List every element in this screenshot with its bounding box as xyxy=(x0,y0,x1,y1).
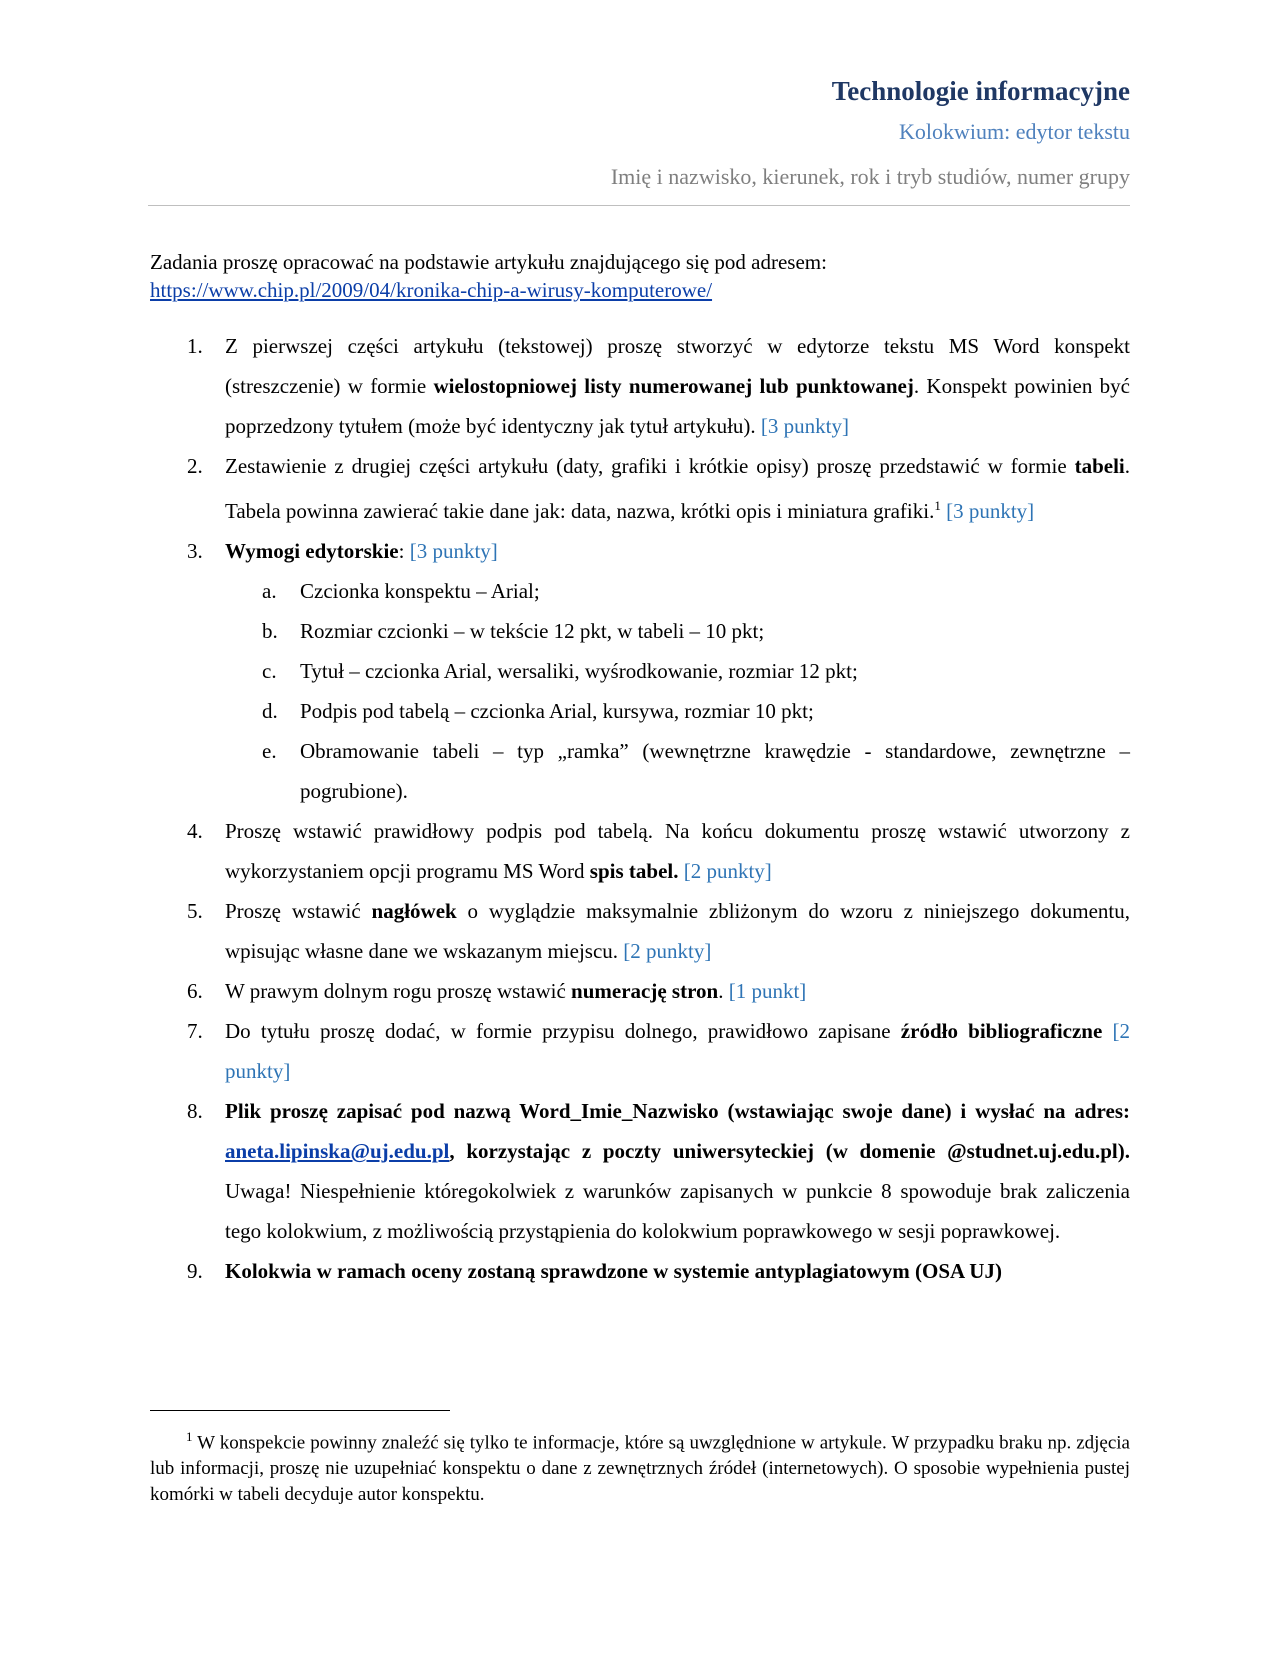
task-text: W prawym dolnym rogu proszę wstawić xyxy=(225,979,572,1003)
task-points: [2 punkty] xyxy=(683,859,772,883)
course-title: Technologie informacyjne xyxy=(831,76,1130,106)
task-number: 3. xyxy=(187,539,203,563)
task-text: : xyxy=(398,539,410,563)
requirement-letter: c. xyxy=(262,659,277,683)
task-item xyxy=(150,1091,1130,1251)
requirement-item xyxy=(225,731,1130,811)
task-number: 7. xyxy=(187,1019,203,1043)
requirement-letter: b. xyxy=(262,619,278,643)
footnote xyxy=(150,1424,1130,1508)
task-text xyxy=(1102,1019,1112,1043)
requirement-item xyxy=(225,611,1130,651)
task-points: [1 punkt] xyxy=(728,979,807,1003)
requirement-text: Czcionka konspektu – Arial; xyxy=(300,579,540,603)
task-points: [2 punkty] xyxy=(225,1019,1131,1083)
header-divider xyxy=(148,205,1130,206)
intro-paragraph xyxy=(150,248,1130,304)
task-item xyxy=(150,891,1130,971)
task-item xyxy=(150,971,1130,1011)
task-points: [3 punkty] xyxy=(946,499,1035,523)
requirement-text: Tytuł – czcionka Arial, wersaliki, wyśrodkowanie, rozmiar 12 pkt; xyxy=(300,659,858,683)
task-item xyxy=(150,326,1130,446)
task-emphasis: Plik proszę zapisać pod nazwą Word_Imie_Nazwisko (wstawiając swoje dane) i wysłać na adres: xyxy=(225,1099,1130,1123)
task-number: 5. xyxy=(187,899,203,923)
task-number: 9. xyxy=(187,1259,203,1283)
task-text: Zestawienie z drugiej części artykułu (daty, grafiki i krótkie opisy) proszę przedstawić w formie xyxy=(225,454,1075,478)
requirements-sublist xyxy=(225,571,1130,811)
requirement-letter: d. xyxy=(262,699,278,723)
task-emphasis: spis tabel. xyxy=(589,859,679,883)
task-text: . Konspekt powinien być poprzedzony tytułem (może być identyczny jak tytuł artykułu). xyxy=(225,374,1130,438)
requirement-item xyxy=(225,691,1130,731)
footnote-text: W konspekcie powinny znaleźć się tylko te informacje, które są uwzględnione w artykule. W przypadku braku np. zdjęcia lub informacji, proszę nie uzupełniać konspektu o dane z zewnętrznych źródeł (internetowych). O sposobie wypełnienia pustej komórki w tabeli decyduje autor konspektu. xyxy=(150,1432,1130,1506)
task-emphasis: nagłówek xyxy=(371,899,457,923)
task-emphasis: wielostopniowej listy numerowanej lub punktowanej xyxy=(433,374,914,398)
task-number: 8. xyxy=(187,1099,203,1123)
task-text: Z pierwszej części artykułu (tekstowej) proszę stworzyć w edytorze tekstu MS Word konspekt (streszczenie) w formie xyxy=(225,334,1130,398)
task-number: 4. xyxy=(187,819,203,843)
task-emphasis: Wymogi edytorskie xyxy=(225,539,399,563)
task-points: [3 punkty] xyxy=(760,414,849,438)
task-emphasis: , korzystając z poczty uniwersyteckiej (w domenie @studnet.uj.edu.pl). xyxy=(449,1139,1130,1163)
article-link[interactable]: https://www.chip.pl/2009/04/kronika-chip-a-wirusy-komputerowe/ xyxy=(150,278,713,302)
task-number: 1. xyxy=(187,334,203,358)
task-emphasis: Kolokwia w ramach oceny zostaną sprawdzone w systemie antyplagiatowym (OSA UJ) xyxy=(225,1259,1002,1283)
requirement-letter: e. xyxy=(262,739,277,763)
task-text: . xyxy=(718,979,729,1003)
task-item xyxy=(150,1251,1130,1291)
task-item xyxy=(150,446,1130,531)
requirement-letter: a. xyxy=(262,579,277,603)
page-header xyxy=(148,70,1130,193)
task-text: . Tabela powinna zawierać takie dane jak: data, nazwa, krótki opis i miniatura grafiki. xyxy=(225,454,1130,523)
intro-text: Zadania proszę opracować na podstawie artykułu znajdującego się pod adresem: xyxy=(150,250,827,274)
task-text: Do tytułu proszę dodać, w formie przypisu dolnego, prawidłowo zapisane xyxy=(225,1019,901,1043)
task-emphasis: numerację stron xyxy=(571,979,719,1003)
task-points: [2 punkty] xyxy=(623,939,712,963)
task-emphasis: tabeli xyxy=(1074,454,1125,478)
task-item xyxy=(150,1011,1130,1091)
requirement-text: Rozmiar czcionki – w tekście 12 pkt, w tabeli – 10 pkt; xyxy=(300,619,765,643)
footnote-separator xyxy=(150,1410,450,1411)
task-text: o wyglądzie maksymalnie zbliżonym do wzoru z niniejszego dokumentu, wpisując własne dane we wskazanym miejscu. xyxy=(225,899,1130,963)
footnote-reference[interactable]: 1 xyxy=(934,498,941,513)
student-info-placeholder: Imię i nazwisko, kierunek, rok i tryb studiów, numer grupy xyxy=(610,164,1130,189)
task-item xyxy=(150,811,1130,891)
requirement-text: Podpis pod tabelą – czcionka Arial, kursywa, rozmiar 10 pkt; xyxy=(300,699,814,723)
task-emphasis: źródło bibliograficzne xyxy=(900,1019,1103,1043)
task-text: Proszę wstawić prawidłowy podpis pod tabelą. Na końcu dokumentu proszę wstawić utworzony z wykorzystaniem opcji programu MS Word xyxy=(225,819,1130,883)
task-number: 2. xyxy=(187,454,203,478)
requirement-item xyxy=(225,651,1130,691)
task-points: [3 punkty] xyxy=(409,539,498,563)
task-list xyxy=(150,326,1130,1291)
requirement-item xyxy=(225,571,1130,611)
exam-subtitle: Kolokwium: edytor tekstu xyxy=(899,119,1130,144)
task-text: Proszę wstawić xyxy=(225,899,372,923)
task-number: 6. xyxy=(187,979,203,1003)
footnote-number: 1 xyxy=(186,1429,193,1444)
email-link[interactable]: aneta.lipinska@uj.edu.pl xyxy=(225,1139,450,1163)
requirement-text: Obramowanie tabeli – typ „ramka” (wewnętrzne krawędzie - standardowe, zewnętrzne – pogrubione). xyxy=(300,739,1130,803)
task-item xyxy=(150,531,1130,811)
task-text: Uwaga! Niespełnienie któregokolwiek z warunków zapisanych w punkcie 8 spowoduje brak zaliczenia tego kolokwium, z możliwością przystąpienia do kolokwium poprawkowego w sesji poprawkowej. xyxy=(225,1179,1130,1243)
